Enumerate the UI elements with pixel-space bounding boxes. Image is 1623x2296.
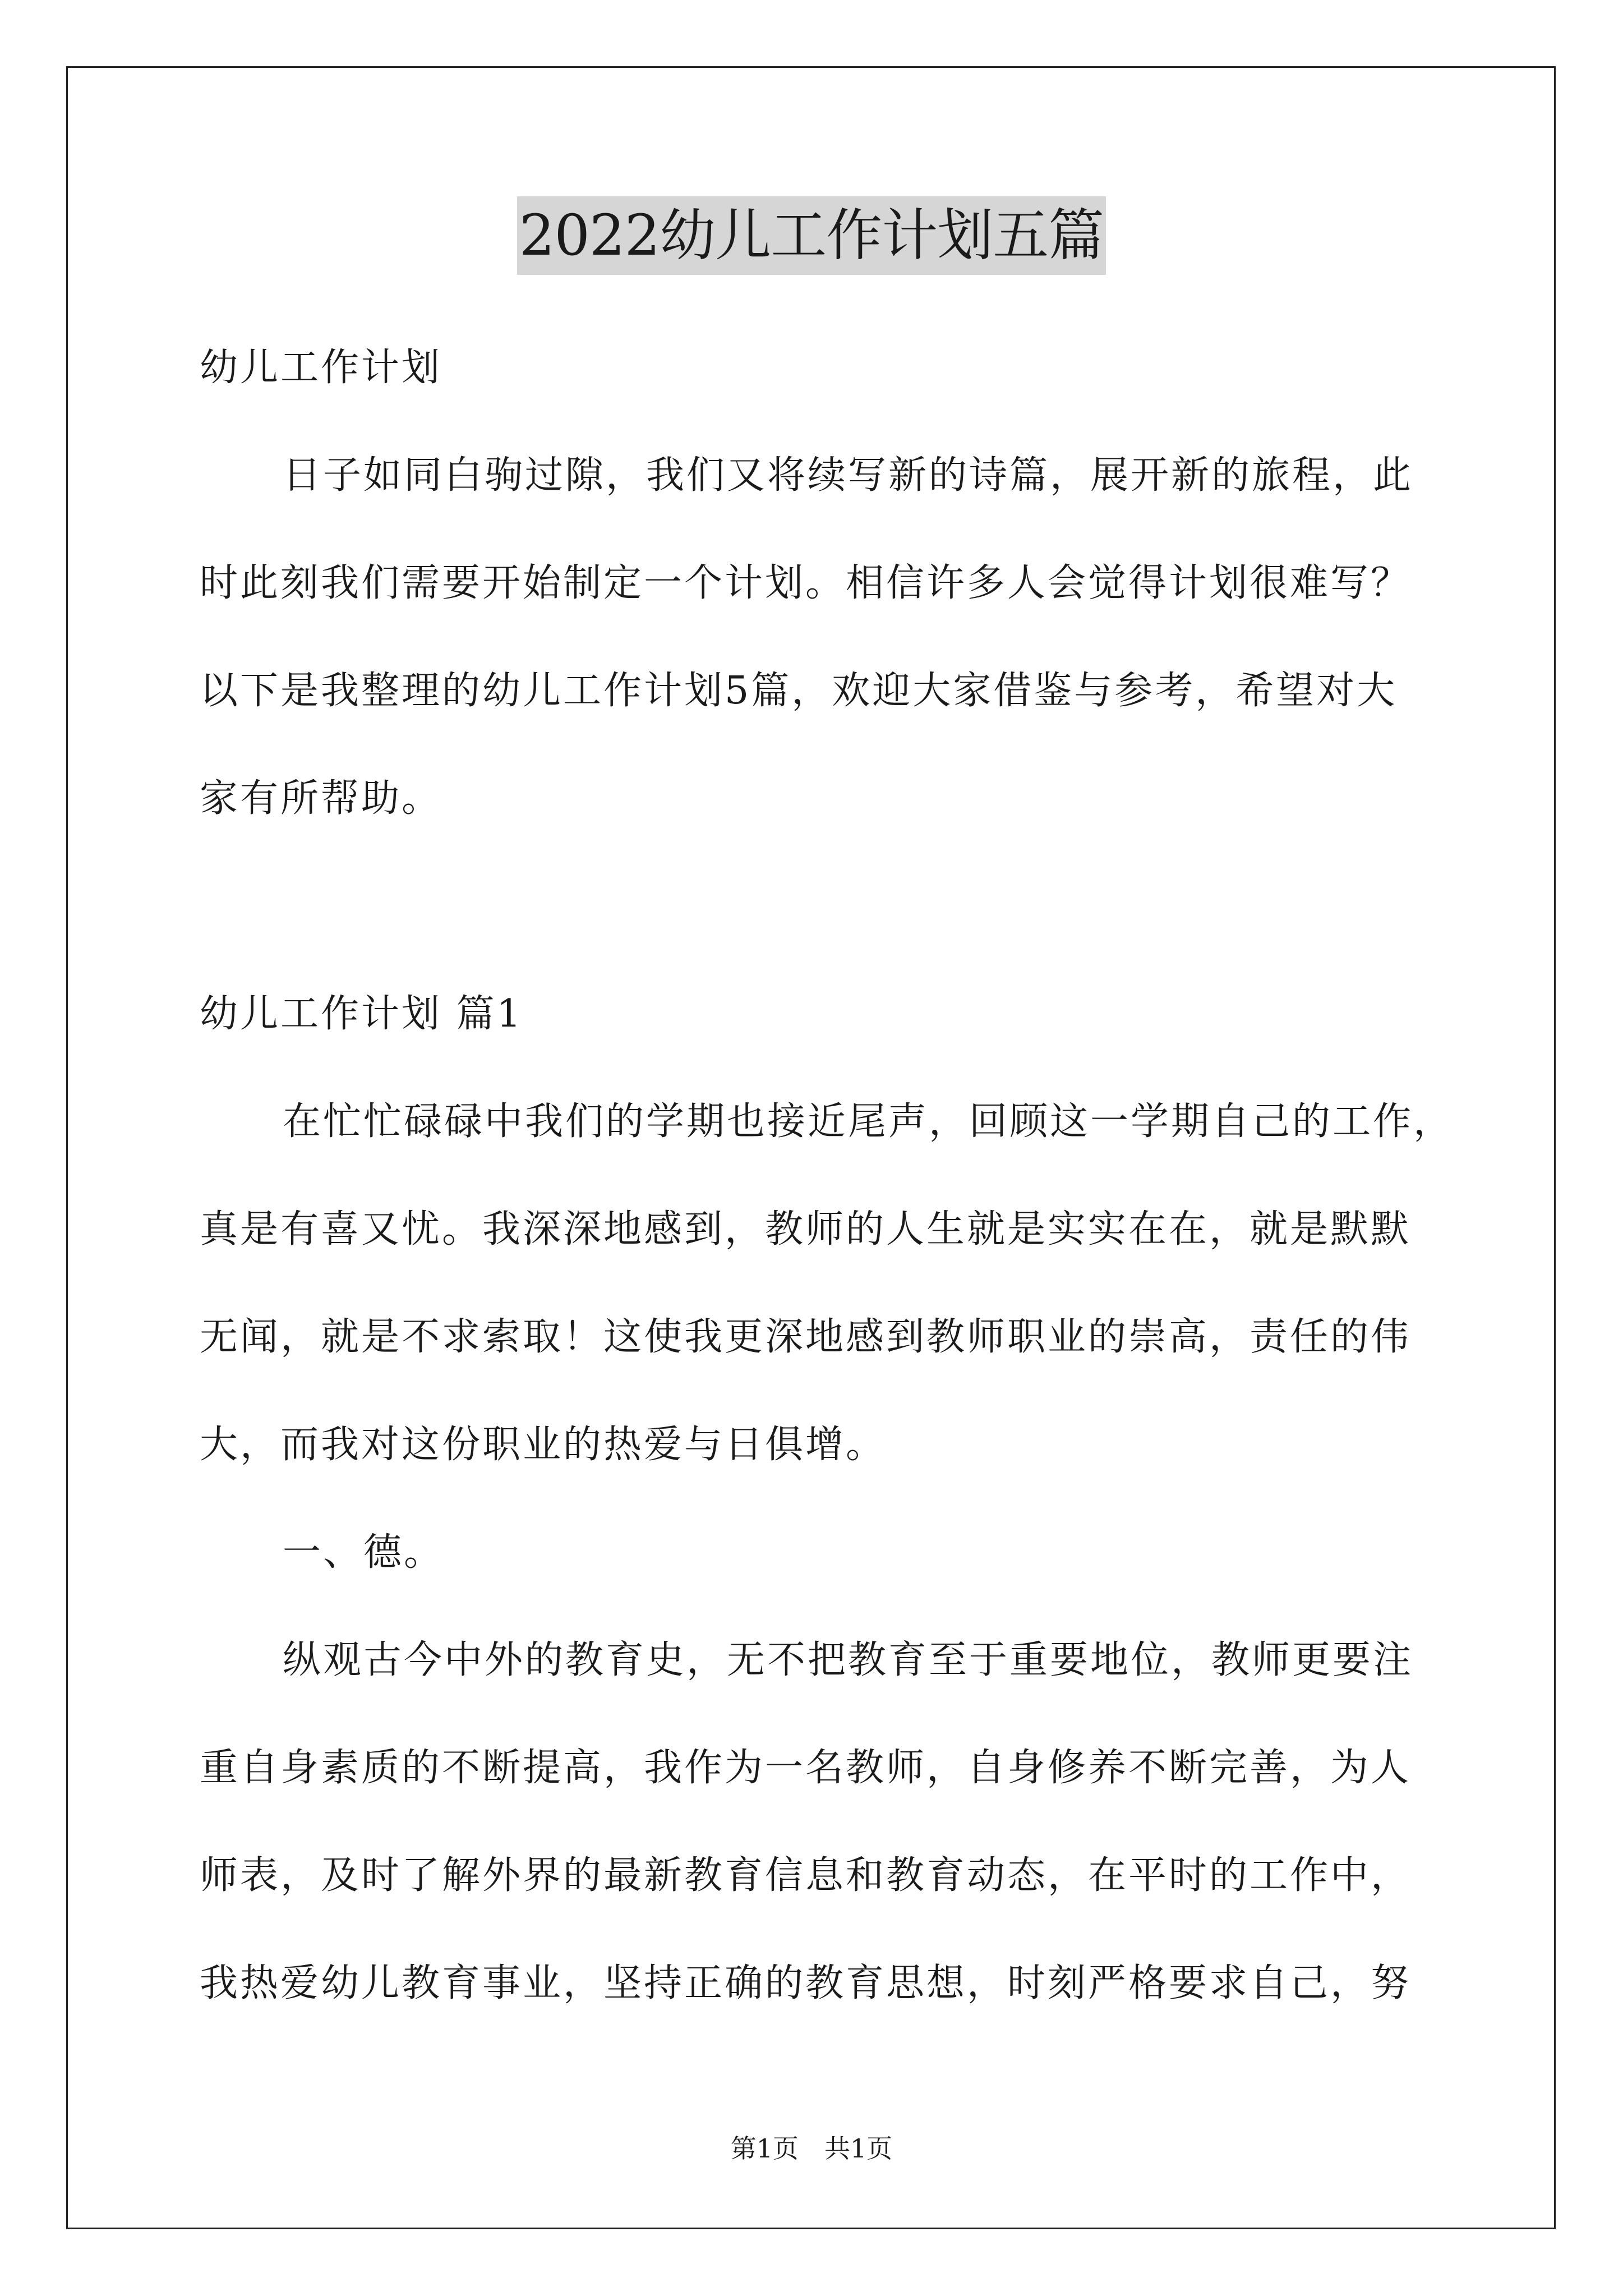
paragraph-line: 真是有喜又忧。我深深地感到，教师的人生就是实实在在，就是默默 (200, 1207, 1412, 1251)
spacer (200, 853, 1445, 960)
paragraph-line: 我热爱幼儿教育事业，坚持正确的教育思想，时刻严格要求自己，努 (200, 1961, 1412, 2005)
paragraph-line: 无闻，就是不求索取！这使我更深地感到教师职业的崇高，责任的伟 (200, 1315, 1412, 1359)
paragraph-line: 家有所帮助。 (200, 776, 442, 821)
paragraph-line: 时此刻我们需要开始制定一个计划。相信许多人会觉得计划很难写？ (200, 561, 1412, 605)
document-title: 2022幼儿工作计划五篇 (517, 196, 1106, 275)
paragraph-line: 重自身素质的不断提高，我作为一名教师，自身修养不断完善，为人 (200, 1746, 1412, 1790)
title-container (0, 196, 1623, 275)
document-body (200, 314, 1454, 2037)
paragraph-line: 以下是我整理的幼儿工作计划5篇，欢迎大家借鉴与参考，希望对大 (200, 669, 1398, 713)
section-heading: 幼儿工作计划 (200, 346, 442, 390)
paragraph-line: 大，而我对这份职业的热爱与日俱增。 (200, 1423, 887, 1467)
paragraph-line: 师表，及时了解外界的最新教育信息和教育动态，在平时的工作中， (200, 1853, 1412, 1898)
paragraph-line: 在忙忙碌碌中我们的学期也接近尾声，回顾这一学期自己的工作， (283, 1099, 1454, 1144)
paragraph-line: 纵观古今中外的教育史，无不把教育至于重要地位，教师更要注 (283, 1638, 1414, 1682)
page-footer: 第1页 共1页 (730, 2133, 893, 2164)
paragraph-line: 日子如同白驹过隙，我们又将续写新的诗篇，展开新的旅程，此 (283, 453, 1414, 498)
subsection-heading: 一、德。 (283, 1530, 445, 1575)
section-heading: 幼儿工作计划 篇1 (200, 992, 523, 1036)
